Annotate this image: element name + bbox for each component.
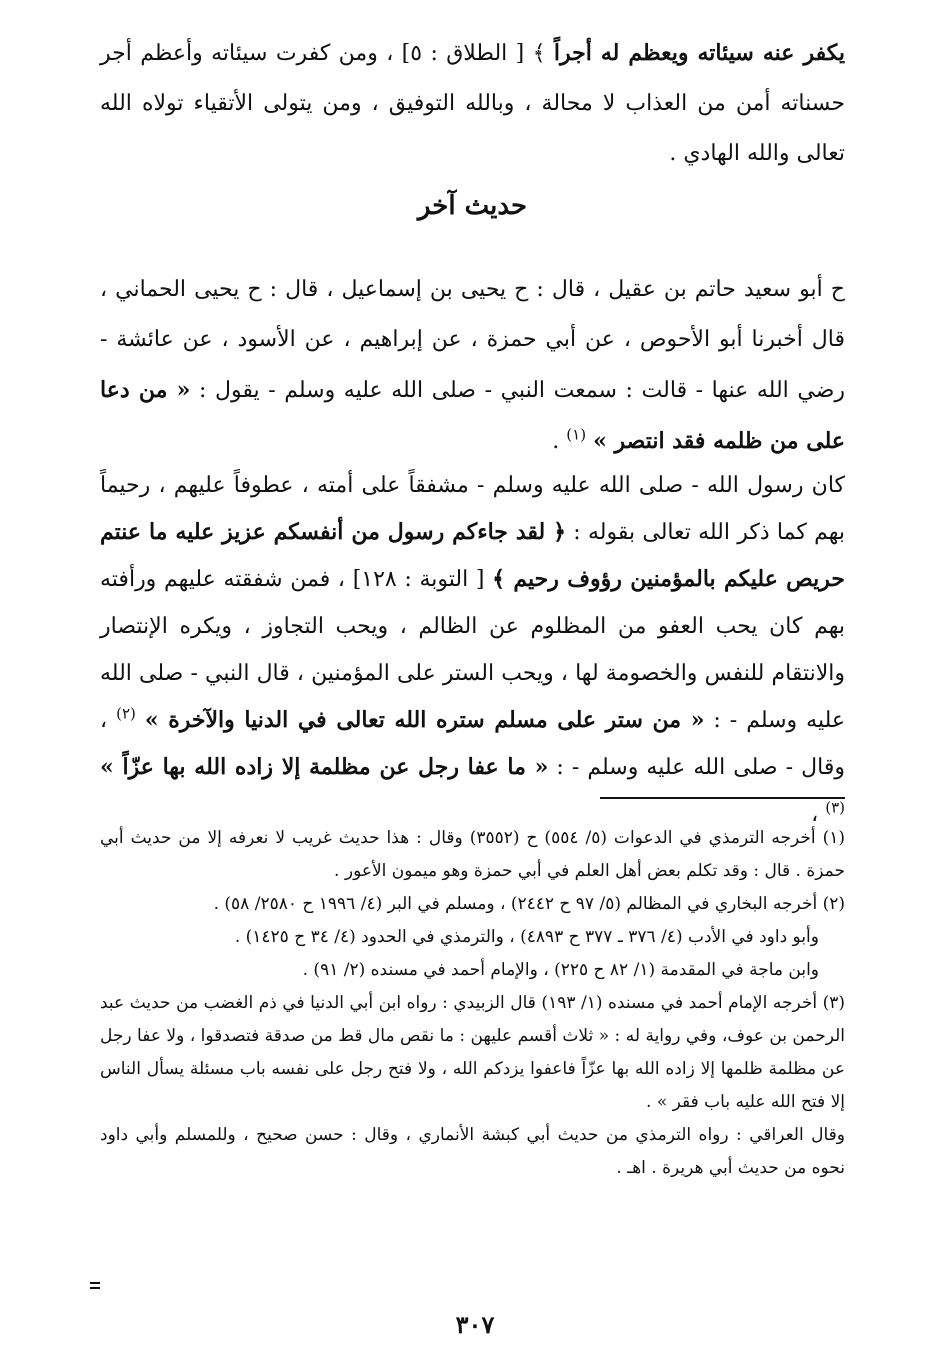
verse-reference: ﴾ [ الطلاق : ٥] ، ومن كفرت سيئاته وأعظم أجر حسناته أمن من العذاب لا محالة ، وبالله التوفيق ، ومن يتولى الأتقياء تولاه الله تعالى والله الهادي . xyxy=(100,41,845,166)
quran-verse: ﴿ لقد جاءكم رسول من أنفسكم عزيز عليه ما عنتم حريص عليكم بالمؤمنين رؤوف رحيم ﴾ xyxy=(100,519,845,592)
footnote-2-cont-2: وابن ماجة في المقدمة (١/ ٨٢ ح ٢٢٥) ، والإمام أحمد في مسنده (٢/ ٩١) . xyxy=(302,960,819,980)
page-number: ٣٠٧ xyxy=(455,1310,495,1339)
commentary-text-1: كان رسول الله - صلى الله عليه وسلم - مشفقاً على أمته ، عطوفاً عليهم ، رحيماً بهم كما ذكر الله تعالى بقوله : xyxy=(100,473,845,545)
footnote-3-cont: وقال العراقي : رواه الترمذي من حديث أبي كبشة الأنماري ، وقال : حسن صحيح ، وللمسلم وأبي داود نحوه من حديث أبي هريرة . اهـ . xyxy=(100,1125,845,1178)
footnote-2: (٢) أخرجه البخاري في المظالم (٥/ ٩٧ ح ٢٤٤٢) ، ومسلم في البر (٤/ ١٩٩٦ ح ٢٥٨٠/ ٥٨) . xyxy=(213,894,845,914)
hadith-quote-2: « من ستر على مسلم ستره الله تعالى في الدنيا والآخرة » xyxy=(144,707,705,733)
footnote-1: (١) أخرجه الترمذي في الدعوات (٥/ ٥٥٤) ح (٣٥٥٢) وقال : هذا حديث غريب لا نعرفه إلا من حديث أبي حمزة . قال : وقد تكلم بعض أهل العلم في أبي حمزة وهو ميمون الأعور . xyxy=(100,828,846,881)
top-paragraph xyxy=(100,28,845,179)
hadith-matn: « من دعا على من ظلمه فقد انتصر » xyxy=(100,377,845,454)
hadith-end: . xyxy=(552,429,560,454)
footnote-mark-1: (١) xyxy=(566,425,587,444)
footnote-mark-3: (٣) xyxy=(825,798,845,817)
commentary-text-3: ، وقال - صلى الله عليه وسلم - : xyxy=(100,708,845,780)
footnote-2-cont-1: وأبو داود في الأدب (٤/ ٣٧٦ ـ ٣٧٧ ح ٤٨٩٣) ، والترمذي في الحدود (٤/ ٣٤ ح ١٤٢٥) . xyxy=(234,927,819,947)
commentary-text-2: [ التوبة : ١٢٨] ، فمن شفقته عليهم ورأفته بهم كان يحب العفو من المظلوم عن الظالم ، ويحب التجاوز ، ويكره الإنتصار والانتقام للنفس والخصومة لها ، ويحب الستر على المؤمنين ، قال النبي - صلى الله عليه وسلم - : xyxy=(100,567,845,733)
section-heading: حديث آخر xyxy=(417,191,528,221)
hadith-isnad: ح أبو سعيد حاتم بن عقيل ، قال : ح يحيى بن إسماعيل ، قال : ح يحيى الحماني ، قال أخبرنا أبو الأحوص ، عن أبي حمزة ، عن إبراهيم ، عن الأسود ، عن عائشة - رضي الله عنها - قالت : سمعت النبي - صلى الله عليه وسلم - يقول : xyxy=(100,277,845,403)
margin-mark xyxy=(90,1282,100,1284)
footnote-3: (٣) أخرجه الإمام أحمد في مسنده (١/ ١٩٣) قال الزبيدي : رواه ابن أبي الدنيا في ذم الغضب من حديث عبد الرحمن بن عوف، وفي رواية له : « ثلاث أقسم عليهن : ما نقص مال قط من صدقة فتصدقوا ، ولا عفا رجل عن مظلمة ظلمها إلا زاده الله بها عزّاً فاعفوا يزدكم الله ، ولا فتح رجل على نفسه باب مسئلة يسأل الناس إلا فتح الله عليه باب فقر » . xyxy=(100,993,845,1112)
footnote-mark-2: (٢) xyxy=(116,704,136,723)
footnote-separator xyxy=(600,797,845,799)
footnotes xyxy=(100,822,845,1185)
quran-verse-end: يكفر عنه سيئاته ويعظم له أجراً xyxy=(553,40,845,66)
hadith-quote-3: « ما عفا رجل عن مظلمة إلا زاده الله بها عزّاً » xyxy=(100,754,549,780)
commentary-text-4: ، xyxy=(811,802,819,827)
